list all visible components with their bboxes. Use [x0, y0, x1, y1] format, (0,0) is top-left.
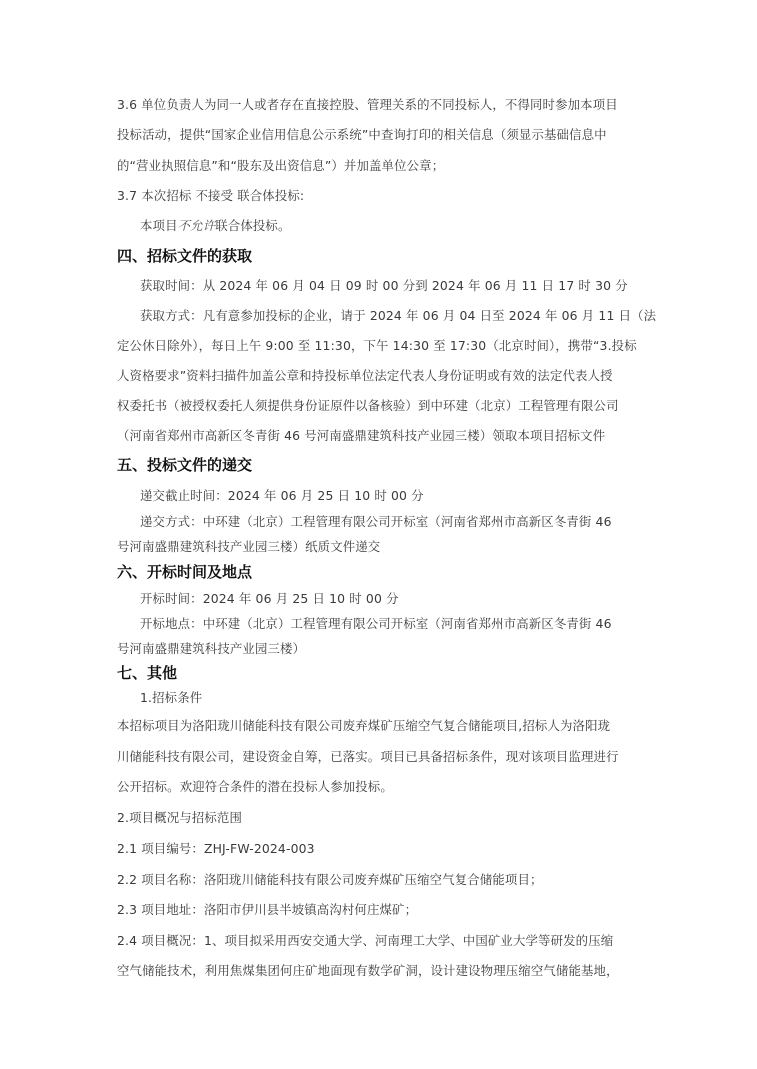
text-line: 递交方式：中环建（北京）工程管理有限公司开标室（河南省郑州市高新区冬青街 46 — [140, 514, 612, 529]
text-line: 公开招标。欢迎符合条件的潜在投标人参加投标。 — [117, 779, 393, 794]
text-line: 2.4 项目概况：1、项目拟采用西安交通大学、河南理工大学、中国矿业大学等研发的压缩 — [117, 933, 614, 948]
emphasis-text: 不允许 — [177, 218, 216, 233]
text-line: 开标时间：2024 年 06 月 25 日 10 时 00 分 — [140, 591, 399, 606]
text-line: 开标地点：中环建（北京）工程管理有限公司开标室（河南省郑州市高新区冬青街 46 — [140, 616, 612, 631]
section-heading: 六、开标时间及地点 — [117, 563, 253, 581]
text-line: 3.6 单位负责人为同一人或者存在直接控股、管理关系的不同投标人，不得同时参加本项目 — [117, 97, 618, 112]
text-line: 川储能科技有限公司，建设资金自筹，已落实。项目已具备招标条件，现对该项目监理进行 — [117, 749, 619, 764]
text-line: 获取方式：凡有意参加投标的企业，请于 2024 年 06 月 04 日至 2024 年 06 月 11 日（法 — [140, 308, 657, 323]
text-line: 投标活动，提供“国家企业信用信息公示系统”中查询打印的相关信息（须显示基础信息中 — [117, 127, 607, 142]
text-line: 获取时间：从 2024 年 06 月 04 日 09 时 00 分到 2024 年 06 月 11 日 17 时 30 分 — [140, 278, 628, 293]
section-heading: 七、其他 — [117, 664, 178, 682]
text-span: 联合体投标。 — [215, 218, 291, 233]
text-line: 1.招标条件 — [140, 690, 203, 705]
text-line: 人资格要求”资料扫描件加盖公章和持投标单位法定代表人身份证明或有效的法定代表人授 — [117, 368, 613, 383]
text-line: 号河南盛鼎建筑科技产业园三楼） — [117, 641, 306, 656]
text-line: 权委托书（被授权委托人须提供身份证原件以备核验）到中环建（北京）工程管理有限公司 — [117, 398, 619, 413]
text-line: 2.项目概况与招标范围 — [117, 810, 242, 825]
text-line: 定公休日除外），每日上午 9:00 至 11:30，下午 14:30 至 17:30（北京时间），携带“3.投标 — [117, 338, 637, 353]
text-line: 2.2 项目名称：洛阳珑川储能科技有限公司废弃煤矿压缩空气复合储能项目； — [117, 872, 543, 887]
text-line — [140, 217, 291, 235]
text-line: （河南省郑州市高新区冬青街 46 号河南盛鼎建筑科技产业园三楼）领取本项目招标文件 — [117, 428, 606, 443]
section-heading: 四、招标文件的获取 — [117, 247, 253, 265]
text-line: 2.1 项目编号：ZHJ-FW-2024-003 — [117, 841, 315, 856]
text-line: 的“营业执照信息”和“股东及出资信息”）并加盖单位公章； — [117, 158, 445, 173]
text-line: 2.3 项目地址：洛阳市伊川县半坡镇高沟村何庄煤矿； — [117, 902, 418, 917]
text-line: 号河南盛鼎建筑科技产业园三楼）纸质文件递交 — [117, 539, 381, 554]
text-line: 空气储能技术，利用焦煤集团何庄矿地面现有数学矿洞，设计建设物理压缩空气储能基地， — [117, 963, 619, 978]
text-line: 3.7 本次招标 不接受 联合体投标: — [117, 188, 305, 203]
text-line: 递交截止时间：2024 年 06 月 25 日 10 时 00 分 — [140, 488, 424, 503]
text-span: 本项目 — [140, 218, 178, 233]
text-line: 本招标项目为洛阳珑川储能科技有限公司废弃煤矿压缩空气复合储能项目,招标人为洛阳珑 — [117, 718, 611, 733]
section-heading: 五、投标文件的递交 — [117, 456, 253, 474]
